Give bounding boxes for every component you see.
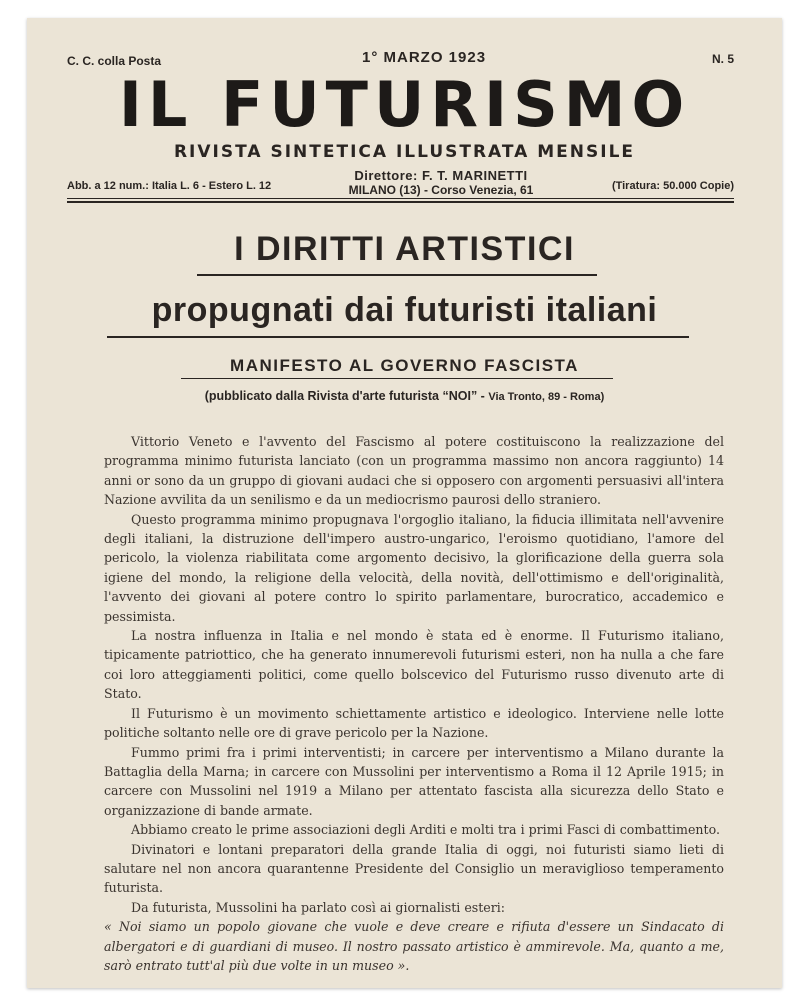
manifesto-title: MANIFESTO AL GOVERNO FASCISTA: [230, 356, 579, 375]
mussolini-quote: « Noi siamo un popolo giovane che vuole e deve creare e rifiuta d'essere un Sindacato di albergatori e di guardiani di museo. Il nostro passato artistico è ammirevole. Ma, quanto a me, sarò entrato tutt'al più due volte in un museo ».: [104, 919, 724, 973]
publication-note: [27, 389, 782, 403]
issue-number: N. 5: [711, 52, 734, 66]
info-line: [67, 168, 734, 202]
issue-date: 1° MARZO 1923: [362, 49, 487, 66]
header-rule-thick: [67, 201, 734, 203]
editorial-address: MILANO (13) - Corso Venezia, 61: [348, 183, 534, 197]
paragraph: Vittorio Veneto e l'avvento del Fascismo al potere costituiscono la realizzazione del programma minimo futurista lanciato (con un programma massimo non ancora raggiunto) 14 anni or sono da un gruppo di giovani audaci che si opposero con argomenti persuasivi all'intera Nazione avvilita da un senilismo e da un mediocrismo paurosi dello straniero.: [104, 434, 724, 508]
masthead-title: IL FUTURISMO: [118, 68, 691, 141]
circulation: (Tiratura: 50.000 Copie): [611, 180, 734, 192]
paragraph: Da futurista, Mussolini ha parlato così ai giornalisti esteri:: [131, 899, 506, 915]
headline-primary: I DIRITTI ARTISTICI: [234, 230, 575, 268]
postal-note: C. C. colla Posta: [67, 54, 162, 68]
paragraph: Divinatori e lontani preparatori della grande Italia di oggi, noi futuristi siamo lieti di salutare nel non ancora quarantenne Presidente del Consiglio un meraviglioso temperamento futurista.: [104, 841, 724, 896]
headline-underline: [197, 274, 597, 276]
publication-source: (pubblicato dalla Rivista d'arte futurista “NOI” -: [204, 389, 485, 403]
headline-secondary: propugnati dai futuristi italiani: [151, 291, 658, 329]
subscription-info: Abb. a 12 num.: Italia L. 6 - Estero L. 12: [67, 180, 272, 192]
paragraph: Fummo primi fra i primi interventisti; in carcere per interventismo a Milano durante la Battaglia della Marna; in carcere con Mussolini per interventismo a Roma il 12 Aprile 1915; in carcere con Mussolini nel 1919 a Milano per attentato fascista alla sicurezza dello Stato e organizzazione di bande armate.: [104, 744, 724, 818]
director: Direttore: F. T. MARINETTI: [354, 168, 528, 183]
publication-address: Via Tronto, 89 - Roma): [488, 391, 605, 403]
paragraph: La nostra influenza in Italia e nel mondo è stata ed è enorme. Il Futurismo italiano, tipicamente patriottico, che ha generato innumerevoli futurismi esteri, non ha nulla a che fare coi loro atteggiamenti politici, come quello bolscevico del Futurismo russo divenuto arte di Stato.: [104, 628, 724, 702]
headline-underline: [107, 336, 689, 338]
paragraph: Abbiamo creato le prime associazioni degli Arditi e molti tra i primi Fasci di combattimento.: [131, 822, 720, 838]
paragraph: Il Futurismo è un movimento schiettamente artistico e ideologico. Interviene nelle lotte politiche soltanto nelle ore di grave pericolo per la Nazione.: [104, 705, 724, 741]
masthead-subtitle: RIVISTA SINTETICA ILLUSTRATA MENSILE: [173, 142, 636, 162]
manifesto-underline: [181, 378, 613, 379]
article-body: [104, 432, 724, 975]
paragraph: Questo programma minimo propugnava l'orgoglio italiano, la fiducia illimitata nell'avvenire degli italiani, la distruzione dell'impero austro-ungarico, l'eroismo quotidiano, l'amore del pericolo, la violenza riabilitata come argomento decisivo, la glorificazione della guerra sola igiene del mondo, la religione della velocità, della novità, dell'ottimismo e dell'originalità, l'avvento dei giovani al potere contro lo spirito parlamentare, burocratico, accademico e pessimista.: [104, 511, 724, 624]
newspaper-sheet: [27, 18, 782, 988]
header-rule: [67, 198, 734, 199]
director-block: [311, 168, 571, 197]
